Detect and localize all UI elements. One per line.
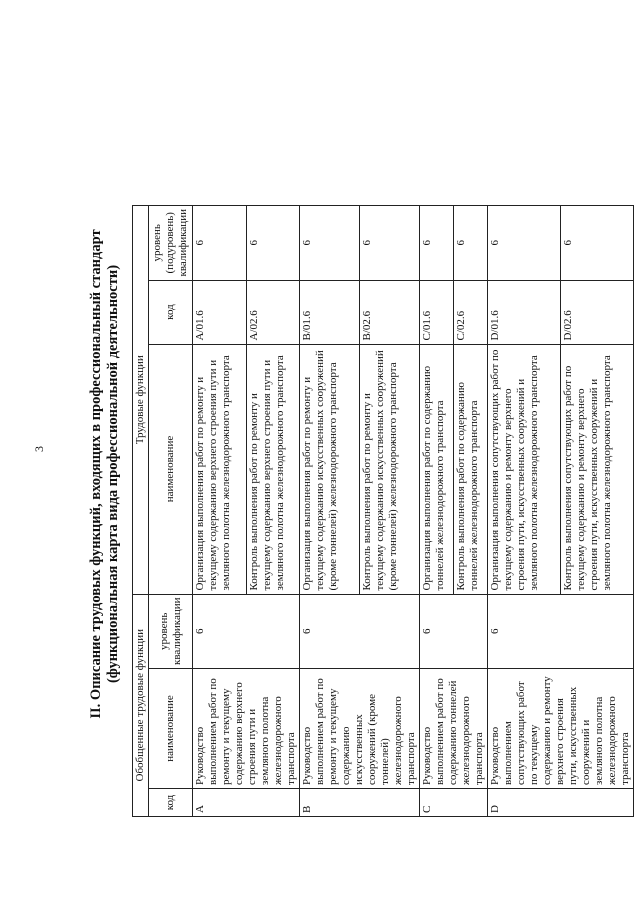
function-code: A/02.6 (246, 280, 300, 344)
function-code: B/01.6 (300, 280, 360, 344)
table-row (300, 206, 360, 817)
function-code: B/02.6 (360, 280, 420, 344)
functional-map-table (132, 205, 634, 817)
function-name: Контроль выполнения работ по ремонту и текущему содержанию искусственных сооружений (кроме тоннелей) железнодорожного транспорта (360, 344, 420, 594)
function-level: 6 (488, 206, 561, 280)
function-name: Организация выполнения сопутствующих работ по текущему содержанию и ремонту верхнего строения пути, искусственных сооружений и земляного полотна железнодорожного транспорта (488, 344, 561, 594)
function-name: Контроль выполнения сопутствующих работ по текущему содержанию и ремонту верхнего строения пути, искусственных сооружений и земляного полотна железнодорожного транспорта (561, 344, 634, 594)
function-level: 6 (360, 206, 420, 280)
group-code: B (300, 789, 420, 817)
group-name: Руководство выполнением сопутствующих работ по текущему содержанию и ремонту верхнего строения пути, искусственных сооружений и земляного полотна железнодорожного транспорта (488, 669, 634, 789)
header-function-name: наименование (149, 344, 193, 594)
function-code: D/01.6 (488, 280, 561, 344)
header-level: уровень квалификации (149, 594, 193, 668)
group-code: C (420, 789, 488, 817)
header-generalized: Обобщенные трудовые функции (133, 594, 149, 816)
table-row (193, 206, 247, 817)
group-code: A (193, 789, 300, 817)
function-name: Организация выполнения работ по содержанию тоннелей железнодорожного транспорта (420, 344, 454, 594)
header-functions: Трудовые функции (133, 206, 149, 594)
title-line-2: (функциональная карта вида профессиональной деятельности) (105, 264, 121, 684)
function-level: 6 (454, 206, 488, 280)
function-level: 6 (193, 206, 247, 280)
group-name: Руководство выполнением работ по ремонту и текущему содержанию верхнего строения пути и земляного полотна железнодорожного транспорта (193, 669, 300, 789)
function-level: 6 (561, 206, 634, 280)
group-name: Руководство выполнением работ по содержанию тоннелей железнодорожного транспорта (420, 669, 488, 789)
function-level: 6 (300, 206, 360, 280)
header-name: наименование (149, 669, 193, 789)
group-level: 6 (300, 594, 420, 668)
function-code: C/01.6 (420, 280, 454, 344)
group-code: D (488, 789, 634, 817)
title-line-1: II. Описание трудовых функций, входящих в профессиональный стандарт (88, 229, 104, 719)
header-function-code: код (149, 280, 193, 344)
function-code: C/02.6 (454, 280, 488, 344)
function-level: 6 (420, 206, 454, 280)
table-row (420, 206, 454, 817)
section-title (88, 139, 122, 809)
header-code: код (149, 789, 193, 817)
function-level: 6 (246, 206, 300, 280)
page-number: 3 (32, 446, 46, 452)
function-name: Организация выполнения работ по ремонту и текущему содержанию искусственных сооружений (кроме тоннелей) железнодорожного транспорта (300, 344, 360, 594)
group-name: Руководство выполнением работ по ремонту и текущему содержанию искусственных сооружений (кроме тоннелей) железнодорожного транспорта (300, 669, 420, 789)
function-name: Организация выполнения работ по ремонту и текущему содержанию верхнего строения пути и земляного полотна железнодорожного транспорта (193, 344, 247, 594)
group-level: 6 (488, 594, 634, 668)
header-sublevel: уровень (подуровень) квалификации (149, 206, 193, 280)
function-code: D/02.6 (561, 280, 634, 344)
function-name: Контроль выполнения работ по содержанию тоннелей железнодорожного транспорта (454, 344, 488, 594)
group-level: 6 (420, 594, 488, 668)
function-code: A/01.6 (193, 280, 247, 344)
table-row (488, 206, 561, 817)
group-level: 6 (193, 594, 300, 668)
function-name: Контроль выполнения работ по ремонту и текущему содержанию верхнего строения пути и земляного полотна железнодорожного транспорта (246, 344, 300, 594)
